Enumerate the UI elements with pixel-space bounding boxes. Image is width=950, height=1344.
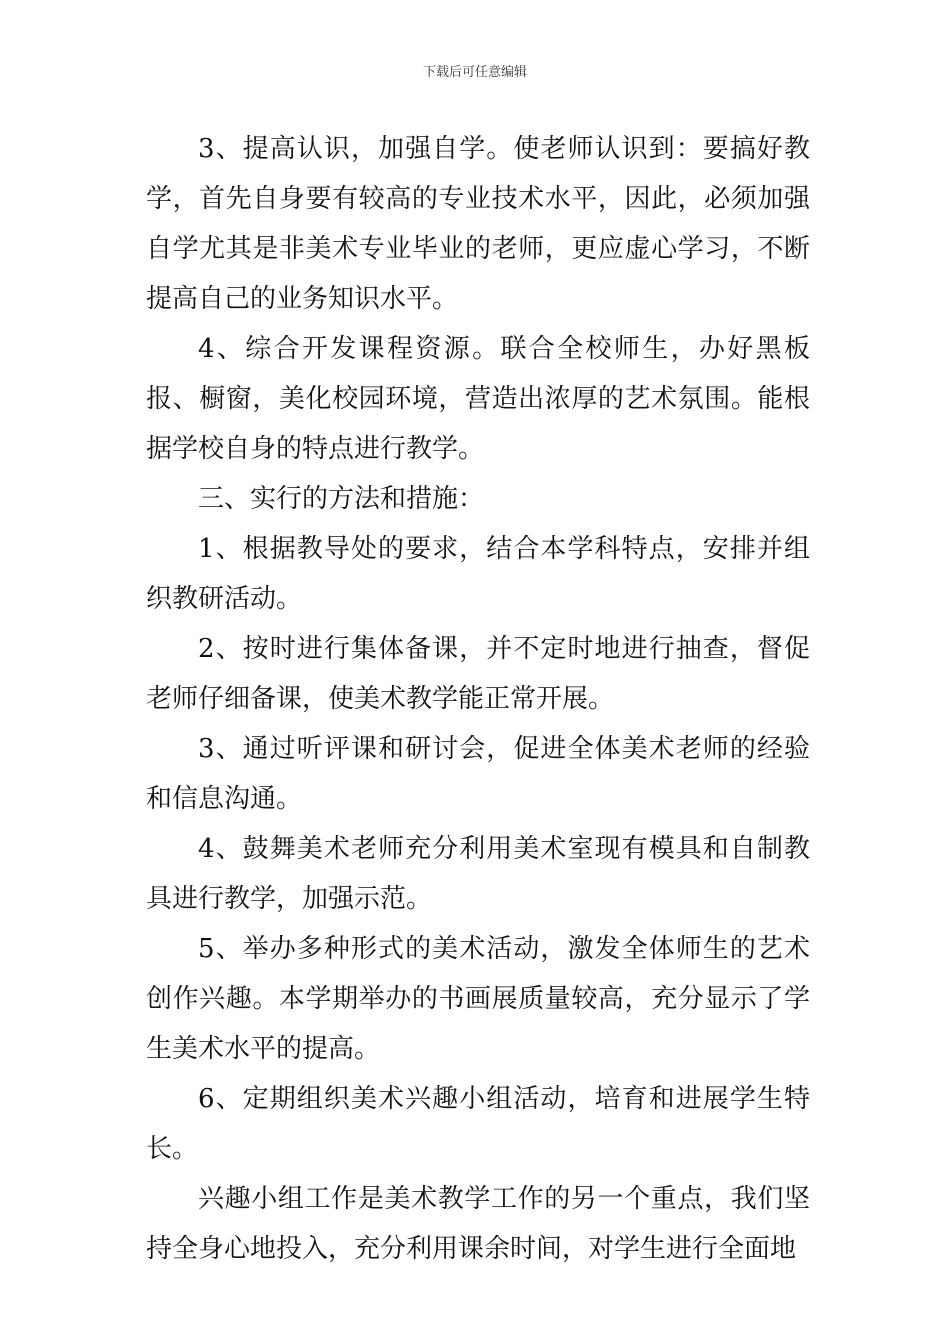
paragraph-measure-6: 6、定期组织美术兴趣小组活动，培育和进展学生特长。 — [146, 1084, 810, 1164]
paragraph-interest-group: 兴趣小组工作是美术教学工作的另一个重点，我们坚持全身心地投入，充分利用课余时间，对学生进行全面地 — [146, 1184, 810, 1264]
paragraph-measure-2: 2、按时进行集体备课，并不定时地进行抽查，督促老师仔细备课，使美术教学能正常开展。 — [146, 634, 810, 714]
paragraph-measure-1: 1、根据教导处的要求，结合本学科特点，安排并组织教研活动。 — [146, 534, 810, 614]
paragraph-item-4-course-resources: 4、综合开发课程资源。联合全校师生，办好黑板报、橱窗，美化校园环境，营造出浓厚的艺术氛围。能根据学校自身的特点进行教学。 — [146, 334, 810, 464]
paragraph-measure-4: 4、鼓舞美术老师充分利用美术室现有模具和自制教具进行教学，加强示范。 — [146, 834, 810, 914]
section-heading-methods-measures: 三、实行的方法和措施： — [198, 484, 485, 514]
paragraph-measure-5: 5、举办多种形式的美术活动，激发全体师生的艺术创作兴趣。本学期举办的书画展质量较高，充分显示了学生美术水平的提高。 — [146, 934, 810, 1064]
page-header: 下载后可任意编辑 — [422, 65, 527, 80]
paragraph-measure-3: 3、通过听评课和研讨会，促进全体美术老师的经验和信息沟通。 — [146, 734, 810, 814]
document-body — [146, 124, 810, 1274]
paragraph-item-3-raise-awareness: 3、提高认识，加强自学。使老师认识到：要搞好教学，首先自身要有较高的专业技术水平，因此，必须加强自学尤其是非美术专业毕业的老师，更应虚心学习，不断提高自己的业务知识水平。 — [146, 134, 810, 314]
